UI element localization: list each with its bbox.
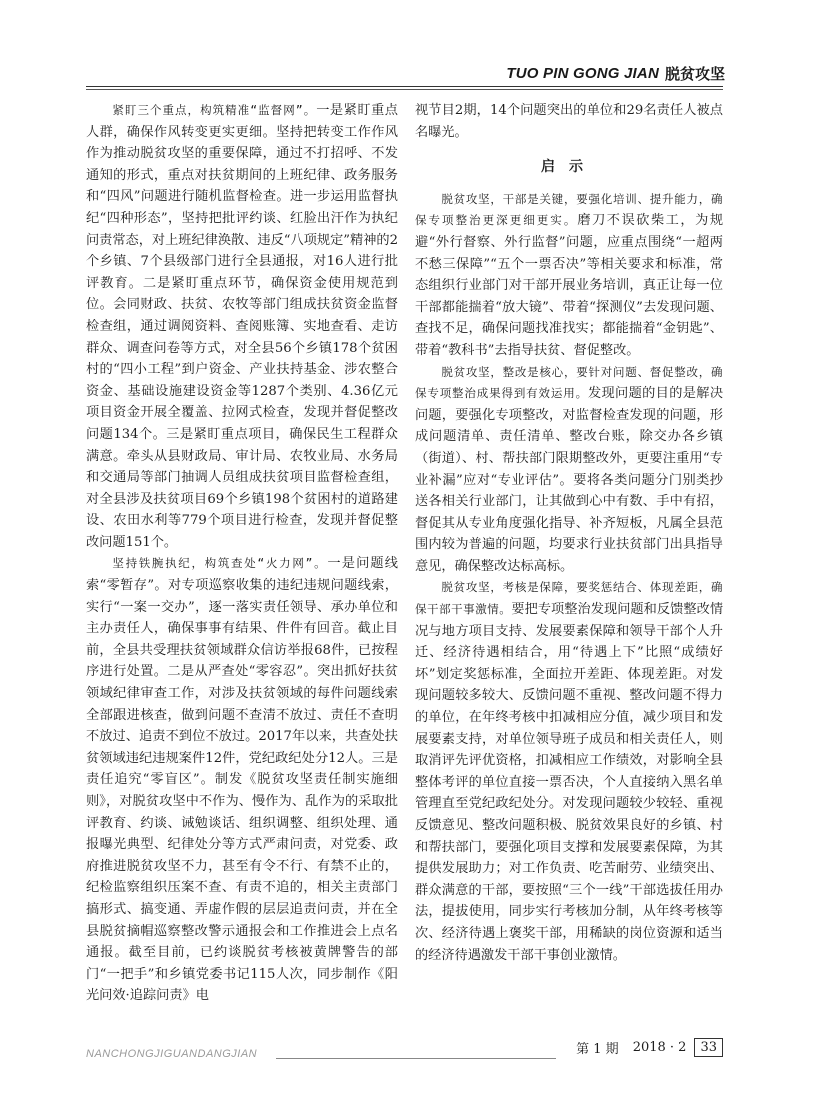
- paragraph-lead: 脱贫攻坚，干部是关键，要强化培训、提升能力，确保专项整治更深更细更实。: [415, 191, 723, 228]
- paragraph-body: 磨刀不误砍柴工，为规避“外行督察、外行监督”问题，应重点围绕“一超两不愁三保障”“五个一票否决”等相关要求和标准，常态组织行业部门对干部开展业务培训，真正让每一位干部都能揣着“放大镜”、带着“探测仪”去发现问题、查找不足，确保问题找准找实；都能揣着“金钥匙”、带着“教科书”去指导扶贫、督促整改。: [415, 213, 724, 358]
- journal-name: NANCHONGJIGUANDANGJIAN: [86, 1048, 258, 1060]
- paragraph-body: 发现问题的目的是解决问题，要强化专项整改，对监督检查发现的问题，形成问题清单、责任清单、整改台账，除交办各乡镇（街道）、村、帮扶部门限期整改外，更要注重用“专业补漏”应对“专业评估”。要将各类问题分门别类抄送各相关行业部门，让其做到心中有数、手中有招，督促其从专业角度强化指导、补齐短板，凡属全县范围内较为普遍的问题，均要求行业扶贫部门出具指导意见，确保整改达标高标。: [415, 386, 724, 574]
- paragraph-body: 一是紧盯重点人群，确保作风转变更实更细。坚持把转变工作作风作为推动脱贫攻坚的重要保障，通过不打招呼、不发通知的形式，重点对扶贫期间的上班纪律、政务服务和“四风”问题进行随机监督检查。进一步运用监督执纪“四种形态”，坚持把批评约谈、红脸出汗作为执纪问责常态，对上班纪律涣散、违反“八项规定”精神的2个乡镇、7个县级部门进行全县通报，对16人进行批评教育。二是紧盯重点环节，确保资金使用规范到位。会同财政、扶贫、农牧等部门组成扶贫资金监督检查组，通过调阅资料、查阅账簿、实地查看、走访群众、调查问卷等方式，对全县56个乡镇178个贫困村的“四小工程”到户资金、产业扶持基金、涉农整合资金、基础设施建设资金等1287个类别、4.36亿元项目资金开展全覆盖、拉网式检查，发现并督促整改问题134个。三是紧盯重点项目，确保民生工程群众满意。牵头从县财政局、审计局、农牧业局、水务局和交通局等部门抽调人员组成扶贫项目监督检查组，对全县涉及扶贫项目69个乡镇198个贫困村的道路建设、农田水利等779个项目进行检查，发现并督促整改问题151个。: [86, 103, 398, 550]
- paragraph-lead: 紧盯三个重点，构筑精准“监督网”。: [112, 103, 317, 117]
- issue-date: 2018 · 2: [632, 1040, 687, 1055]
- header-title-en: TUO PIN GONG JIAN: [506, 64, 659, 82]
- paragraph-continued: 视节目2期，14个问题突出的单位和29名责任人被点名曝光。: [415, 103, 723, 140]
- running-header: [506, 60, 725, 86]
- paragraph: [86, 553, 398, 1006]
- paragraph: [415, 189, 723, 362]
- header-rule-thin: [86, 89, 723, 90]
- footer-issue-info: [576, 1038, 723, 1057]
- paragraph-lead: 坚持铁腕执纪，构筑查处“火力网”。: [112, 556, 328, 571]
- right-column: [415, 100, 723, 966]
- issue-number: 第 1 期: [576, 1042, 619, 1057]
- paragraph: [86, 100, 398, 553]
- left-column: [86, 100, 398, 1007]
- paragraph: [415, 577, 723, 966]
- paragraph-lead: 脱贫攻坚，整改是核心，要针对问题、督促整改，确保专项整治成果得到有效运用。: [415, 364, 723, 401]
- page-number: 33: [694, 1038, 723, 1057]
- paragraph: [415, 362, 723, 578]
- section-title: 启示: [541, 159, 597, 176]
- header-title-zh: 脱贫攻坚: [664, 65, 725, 83]
- paragraph-lead: 脱贫攻坚，考核是保障，要奖惩结合、体现差距，确保干部干事激情。: [415, 580, 723, 617]
- header-rule: [86, 86, 723, 87]
- paragraph-body: 一是问题线索“零暂存”。对专项巡察收集的违纪违规问题线索，实行“一案一交办”，逐一落实责任领导、承办单位和主办责任人，确保事事有结果、件件有回音。截止目前，全县共受理扶贫领域群众信访举报68件，已按程序进行处置。二是从严查处“零容忍”。突出抓好扶贫领域纪律审查工作，对涉及扶贫领域的每件问题线索全部跟进核查，做到问题不查清不放过、责任不查明不放过、追责不到位不放过。2017年以来，共查处扶贫领域违纪违规案件12件，党纪政纪处分12人。三是责任追究“零盲区”。制发《脱贫攻坚责任制实施细则》，对脱贫攻坚中不作为、慢作为、乱作为的采取批评教育、约谈、诫勉谈话、组织调整、组织处理、通报曝光典型、纪律处分等方式严肃问责，对党委、政府推进脱贫攻坚不力，甚至有令不行、有禁不止的，纪检监察组织压案不查、有责不追的，相关主责部门搞形式、搞变通、弄虚作假的层层追责问责，并在全县脱贫摘帽巡察整改警示通报会和工作推进会上点名通报。截至目前，已约谈脱贫考核被黄牌警告的部门“一把手”和乡镇党委书记115人次，同步制作《阳光问效·追踪问责》电: [86, 556, 398, 1004]
- footer-rule: [276, 1058, 556, 1059]
- paragraph-body: 要把专项整治发现问题和反馈整改情况与地方项目支持、发展要素保障和领导干部个人升迁、经济待遇相结合，用“待遇上下”比照“成绩好坏”划定奖惩标准，全面拉开差距、体现差距。对发现问题较多较大、反馈问题不重视、整改问题不得力的单位，在年终考核中扣减相应分值，减少项目和发展要素支持，对单位领导班子成员和相关责任人，则取消评先评优资格，扣减相应工作绩效，对影响全县整体考评的单位直接一票否决，个人直接纳入黑名单管理直至党纪政纪处分。对发现问题较少较轻、重视反馈意见、整改问题积极、脱贫效果良好的乡镇、村和帮扶部门，要强化项目支撑和发展要素保障，为其提供发展助力；对工作负责、吃苦耐劳、业绩突出、群众满意的干部，要按照“三个一线”干部选拔任用办法，提拔使用，同步实行考核加分制，从年终考核等次、经济待遇上褒奖干部，用稀缺的岗位资源和适当的经济待遇激发干部干事创业激情。: [415, 602, 724, 963]
